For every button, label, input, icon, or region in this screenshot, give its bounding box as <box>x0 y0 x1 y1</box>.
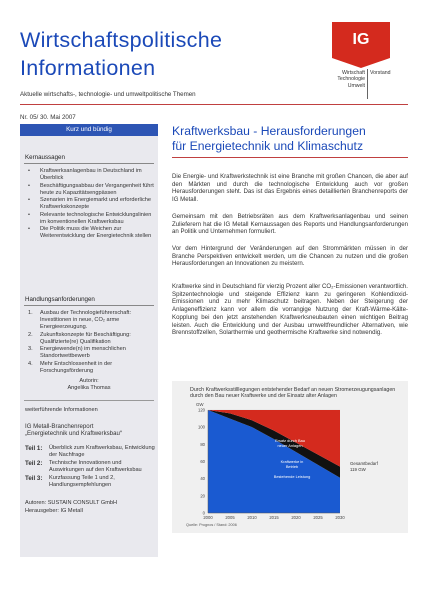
y-tick-label: 60 <box>200 459 205 464</box>
author-block <box>20 378 158 392</box>
logo-department-line1: Wirtschaft <box>341 70 365 76</box>
report-line1: IG Metall-Branchenreport <box>25 423 94 430</box>
series-label: neuer Anlagen <box>277 443 303 448</box>
chart-plot <box>172 381 408 521</box>
report-block <box>25 423 155 437</box>
kernaussagen-rule <box>24 163 154 164</box>
bullet-icon: • <box>28 197 30 204</box>
capacity-chart <box>172 381 408 533</box>
publication-title-line1: Wirtschaftspolitische <box>20 28 223 52</box>
series-label: Ersatz durch Bau <box>275 438 305 443</box>
x-tick-label: 2000 <box>203 515 213 520</box>
article-title-line2: für Energietechnik und Klimaschutz <box>172 139 364 153</box>
y-tick-label: 80 <box>200 441 205 447</box>
article-title-rule <box>172 157 408 158</box>
ig-metall-logo-icon <box>332 22 390 68</box>
x-tick-label: 2020 <box>291 515 301 520</box>
sidebar-divider <box>24 400 154 401</box>
report-line2: „Energietechnik und Kraftwerksbau“ <box>25 430 122 437</box>
chart-source: Quelle: Prognos / Stand: 2006 <box>186 523 237 527</box>
further-info-label: weiterführende Informationen <box>25 407 98 413</box>
authors-line: Autoren: SUSTAIN CONSULT GmbH <box>25 500 118 506</box>
x-tick-label: 2025 <box>313 515 323 520</box>
summary-sidebar <box>20 124 158 557</box>
series-label: Kraftwerke in <box>280 459 304 464</box>
article-paragraph-1: Die Energie- und Kraftwerkstechnik ist eine Branche mit großen Chancen, die aber auf den Märkten und durch die technologische Entwicklung auch vor großen Herausforderungen steht. Das ist das Ergebnis eines detaillierten Branchenreports der IG Metall. <box>172 173 408 204</box>
author-name: Angelika Thomas <box>67 385 111 391</box>
sidebar-heading: Kurz und bündig <box>20 124 158 136</box>
logo-department-line3: Umwelt <box>347 82 365 89</box>
kernaussagen-heading: Kernaussagen <box>25 154 65 161</box>
logo-department-line2: Technologie <box>337 76 365 83</box>
logo-text: IG <box>352 31 370 48</box>
article-paragraph-2: Gemeinsam mit den Betriebsräten aus dem Kraftwerksanlagenbau und seinen Zulieferern hat die IG Metall Kernaussagen des Reports und Handlungsanforderungen an Politik und Unternehmen formuliert. <box>172 213 408 236</box>
publication-title-line2: Informationen <box>20 56 156 80</box>
header-rule <box>20 104 408 105</box>
report-part-3: Teil 3: Kurzfassung Teile 1 und 2, Handlungsempfehlungen <box>25 475 115 488</box>
bullet-icon: • <box>28 168 30 174</box>
handlung-item: 3. Energiewende(n) im menschlichen Standortwettbewerb <box>28 346 126 360</box>
handlungen-rule <box>24 305 154 306</box>
bullet-icon: • <box>28 211 30 218</box>
report-parts <box>25 445 157 490</box>
kernaussage-item: • Beschäftigungsabbau der Vergangenheit führt heute zu Kapazitätsengpässen <box>28 182 154 196</box>
series-label: Betrieb <box>285 464 299 469</box>
x-tick-label: 2015 <box>269 515 279 520</box>
report-part-2: Teil 2: Technische Innovationen und Auswirkungen auf den Kraftwerksbau <box>25 460 142 473</box>
report-part-1: Teil 1: Überblick zum Kraftwerksbau, Entwicklung der Nachfrage <box>25 445 155 458</box>
handlung-item: 1. Ausbau der Technologieführerschaft: Investitionen in neue, CO₂ arme Energieerzeugung. <box>28 310 132 330</box>
y-tick-label: 120 <box>198 407 205 413</box>
x-tick-label: 2030 <box>335 515 345 520</box>
kernaussagen-list <box>28 168 156 241</box>
kernaussage-item: • Die Politik muss die Weichen zur Weiterentwicklung der Energietechnik stellen <box>28 226 152 240</box>
handlungen-heading: Handlungsanforderungen <box>25 296 95 303</box>
chart-annotation-value: 119 GW <box>350 467 366 472</box>
article-paragraph-3: Vor dem Hintergrund der Veränderungen auf den Strommärkten müssen in der Branche Perspektiven entwickelt werden, um die Chancen zu nutzen und die großen Herausforderungen an Innovationen zu meistern. <box>172 245 408 268</box>
handlungen-list <box>28 310 156 375</box>
publication-subtitle: Aktuelle wirtschafts-, technologie- und umweltpolitische Themen <box>20 91 196 98</box>
article-title-line1: Kraftwerksbau - Herausforderungen <box>172 124 366 138</box>
y-tick-label: 20 <box>200 493 205 499</box>
handlung-item: 2. Zukunftskonzepte für Beschäftigung: Qualifizierte(re) Qualifikation <box>28 331 131 345</box>
publisher-line: Herausgeber: IG Metall <box>25 508 83 514</box>
issue-number: Nr. 05/ 30. Mai 2007 <box>20 114 76 121</box>
publication-title <box>20 26 320 82</box>
logo-department <box>311 70 365 89</box>
chart-title: Durch Kraftwerksstilllegungen entstehender Bedarf an neuen Stromerzeugungsanlagen durch den Bau neuer Kraftwerke und der Einsatz alter Anlagen <box>190 387 396 400</box>
article-title <box>172 124 408 154</box>
kernaussage-item: • Szenarien im Energiemarkt und erforderliche Kraftwerkskonzepte <box>28 197 151 211</box>
y-axis-label: GW <box>196 402 204 407</box>
chart-annotation: Gesamtbedarf <box>350 461 378 466</box>
logo-board: Vorstand <box>370 70 391 76</box>
y-tick-label: 100 <box>198 424 205 430</box>
series-label: Bestehende Leistung <box>273 474 311 479</box>
bullet-icon: • <box>28 226 30 233</box>
handlung-item: 4. Mehr Entschlossenheit in der Forschungsförderung <box>28 360 113 374</box>
bullet-icon: • <box>28 182 30 189</box>
x-tick-label: 2010 <box>247 515 257 520</box>
y-tick-label: 0 <box>202 510 205 516</box>
logo-divider <box>367 69 368 99</box>
article-paragraph-4: Kraftwerke sind in Deutschland für vierzig Prozent aller CO₂-Emissionen verantwortlich. Spitzentechnologie und steigende Effizienz kann zu geringeren Kohlendioxid-Emissionen und zu mehr Klimaschutz beitragen. Neben der Steigerung der Anlageneffizienz kann vor allem die vorrangige Nutzung der Kraft-Wärme-Kälte-Kopplung bei den jetzt anstehenden Kraftwerksneubauten einen wichtigen Beitrag leisten. Auch die Entwicklung und der Ausbau umweltfreundlicher Alternativen, wie Brennstoffzellen, Solarthermie und geothermische Kraftwerke sind notwendig. <box>172 283 408 337</box>
author-label: Autorin: <box>79 378 99 384</box>
kernaussage-item: • Relevante technologische Entwicklungslinien im konventionellen Kraftwerksbau <box>28 211 152 225</box>
y-tick-label: 40 <box>200 476 205 482</box>
ig-metall-logo-block <box>310 20 408 115</box>
x-tick-label: 2005 <box>225 515 235 520</box>
kernaussage-item: • Kraftwerksanlagenbau in Deutschland im Überblick <box>28 168 142 181</box>
